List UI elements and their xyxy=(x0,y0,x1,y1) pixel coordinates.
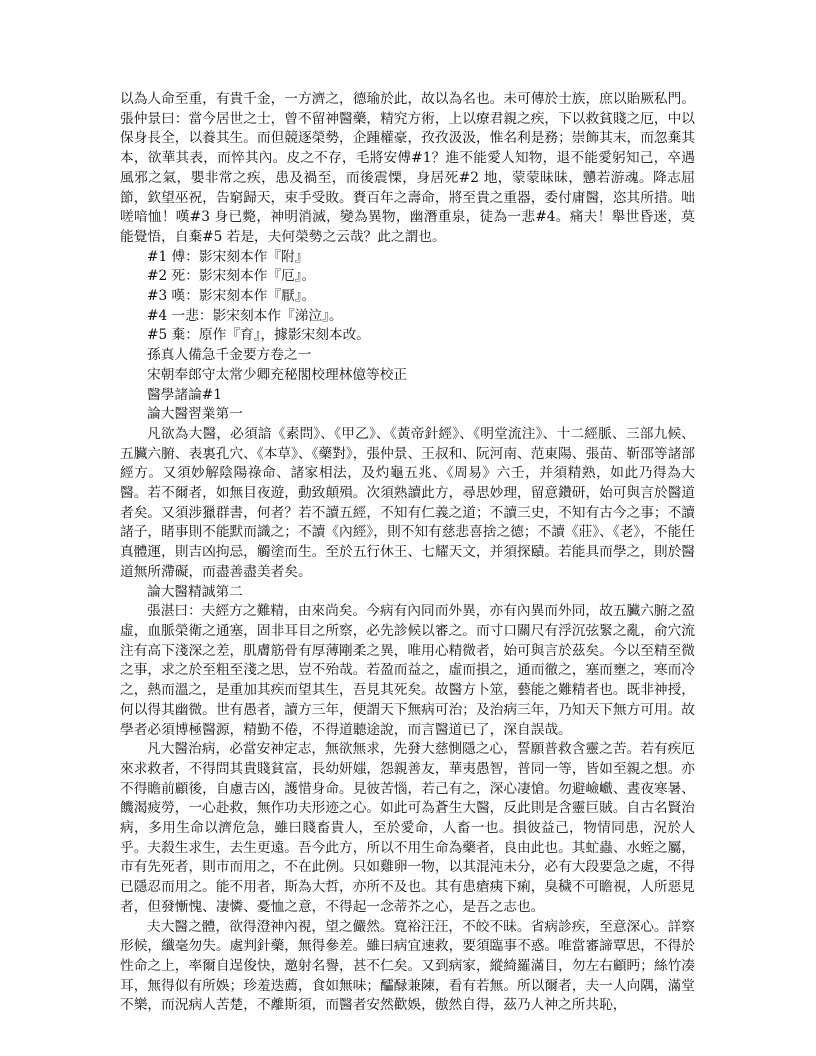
book-title: 孫真人備急千金要方卷之一 xyxy=(147,347,312,364)
chapter1-paragraph: 凡欲為大醫，必須諳《素問》、《甲乙》、《黃帝針經》、《明堂流注》、十二經脈、三部九候、五臟六腑、表裏孔穴、《本草》、《藥對》，張仲景、王叔和、阮河南、范東陽、張苗、靳邵等諸部經方。又須妙解陰陽祿命、諸家相法，及灼龜五兆、《周易》六壬，并須精熟，如此乃得為大醫。若不爾者，如無目夜遊，動致顛殞。次須熟讀此方，尋思妙理，留意鑽研，始可與言於醫道者矣。又須涉獵群書，何者？若不讀五經，不知有仁義之道；不讀三史，不知有古今之事；不讀諸子，睹事則不能默而識之；不讀《內經》，則不知有慈悲喜捨之德；不讀《莊》、《老》，不能任真體運，則吉凶拘忌，觸塗而生。至於五行休王、七耀天文，并須探賾。若能具而學之，則於醫道無所滯礙，而盡善盡美者矣。 xyxy=(120,425,695,580)
chapter2-paragraph-1: 張湛曰：夫經方之難精，由來尚矣。今病有內同而外異，亦有內異而外同，故五臟六腑之盈虛，血脈榮衛之通塞，固非耳目之所察，必先診候以審之。而寸口關尺有浮沉弦緊之亂，俞穴流注有高下淺深之差，肌膚筋骨有厚薄剛柔之異，唯用心精微者，始可與言於茲矣。今以至精至微之事，求之於至粗至淺之思，豈不殆哉。若盈而益之，虛而損之，通而徹之，塞而壅之，寒而冷之，熱而溫之，是重加其疾而望其生，吾見其死矣。故醫方卜筮，藝能之難精者也。既非神授，何以得其幽微。世有愚者，讀方三年，便謂天下無病可治；及治病三年，乃知天下無方可用。故學者必須博極醫源，精勤不倦，不得道聽途說，而言醫道已了，深自誤哉。 xyxy=(120,603,695,738)
chapter2-title: 論大醫精誠第二 xyxy=(147,583,243,600)
chapter1-title: 論大醫習業第一 xyxy=(147,406,243,423)
section-title: 醫學諸論#1 xyxy=(147,386,222,403)
editor-line: 宋朝奉郎守太常少卿充秘閣校理林億等校正 xyxy=(147,366,408,383)
note-5: #5 棄：原作『育』，據影宋刻本改。 xyxy=(147,327,370,344)
note-4: #4 一悲：影宋刻本作『涕泣』。 xyxy=(147,307,343,324)
document-page xyxy=(120,90,695,1016)
note-1: #1 傅：影宋刻本作『附』 xyxy=(147,248,309,265)
opening-paragraph: 以為人命至重，有貴千金，一方濟之，德瑜於此，故以為名也。未可傳於士族，庶以貽厥私門。張仲景曰：當今居世之士，曾不留神醫藥，精究方術，上以療君親之疾，下以救貧賤之厄，中以保身長全，以養其生。而但競逐榮勢，企踵權豪，孜孜汲汲，惟名利是務；崇飾其末，而忽棄其本，欲華其表，而悴其內。皮之不存，毛將安傅#1？進不能愛人知物，退不能愛躬知己，卒遇風邪之氣，嬰非常之疾，患及禍至，而後震慄，身居死#2 地，蒙蒙昧昧，戇若游魂。降志屈節，欽望巫祝，告窮歸天，束手受敗。賚百年之壽命，將至貴之重器，委付庸醫，恣其所措。咄嗟喑恤！嘆#3 身已斃，神明消滅，變為異物，幽潛重泉，徒為一悲#4。痛夫！舉世昏迷，莫能覺悟，自棄#5 若是，夫何榮勢之云哉？此之謂也。 xyxy=(120,91,695,245)
note-2: #2 死：影宋刻本作『厄』。 xyxy=(147,268,316,285)
chapter2-paragraph-3: 夫大醫之體，欲得澄神內視，望之儼然。寬裕汪汪，不皎不昧。省病診疾，至意深心。詳察形候，纖毫勿失。處判針藥，無得參差。雖曰病宜速救，要須臨事不惑。唯當審諦覃思，不得於性命之上，率爾自逞俊快，邀射名譽，甚不仁矣。又到病家，縱綺羅滿目，勿左右顧眄；絲竹凑耳，無得似有所娛；珍羞迭薦，食如無味；醽醁兼陳，看有若無。所以爾者，夫一人向隅，滿堂不樂，而況病人苦楚，不離斯須，而醫者安然歡娛，傲然自得，茲乃人神之所共恥， xyxy=(120,918,695,1014)
chapter2-paragraph-2: 凡大醫治病，必當安神定志，無欲無求，先發大慈惻隱之心，誓願普救含靈之苦。若有疾厄來求救者，不得問其貴賤貧富，長幼妍媸，怨親善友，華夷愚智，普同一等，皆如至親之想。亦不得瞻前顧後，自慮吉凶，護惜身命。見彼苦惱，若己有之，深心凄愴。勿避嶮巇、晝夜寒暑、饑渴疲勞，一心赴救，無作功夫形迹之心。如此可為蒼生大醫，反此則是含靈巨賊。自古名賢治病，多用生命以濟危急，雖曰賤畜貴人，至於愛命，人畜一也。損彼益己，物情同患，況於人乎。夫殺生求生，去生更遠。吾今此方，所以不用生命為藥者，良由此也。其虻蟲、水蛭之屬，市有先死者，則市而用之，不在此例。只如雞卵一物，以其混沌未分，必有大段要急之處，不得已隱忍而用之。能不用者，斯為大哲，亦所不及也。其有患瘡痍下痢，臭穢不可瞻視，人所惡見者，但發慚愧、凄憐、憂恤之意，不得起一念蒂芥之心，是吾之志也。 xyxy=(120,741,695,915)
note-3: #3 嘆：影宋刻本作『厭』。 xyxy=(147,288,316,305)
